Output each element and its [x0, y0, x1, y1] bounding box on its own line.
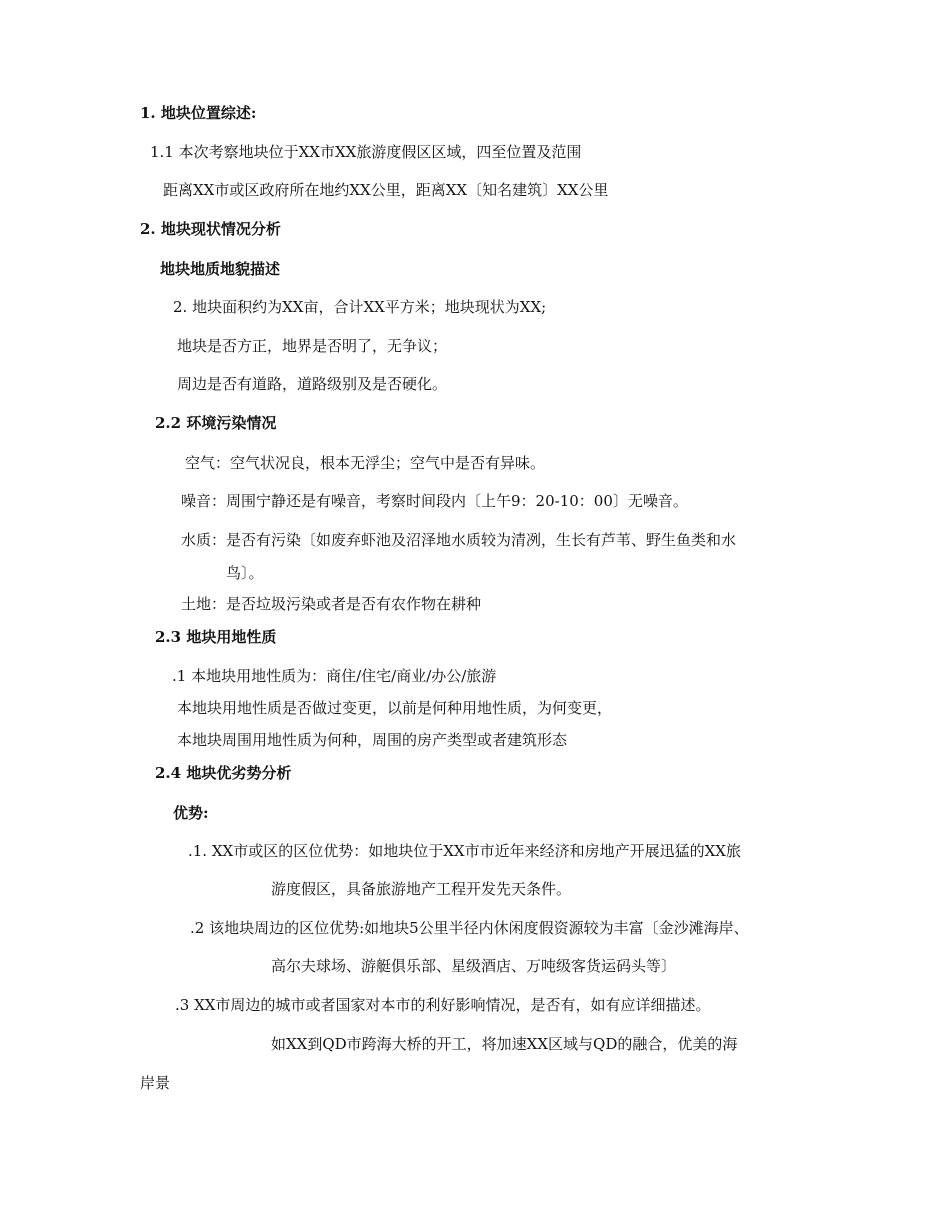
paragraph-line: 2. 地块面积约为XX亩，合计XX平方米；地块现状为XX; [173, 298, 547, 316]
section-heading-status: 2. 地块现状情况分析 [140, 220, 281, 238]
paragraph-line: 鸟〕。 [226, 564, 264, 582]
paragraph-line: .1 本地块用地性质为：商住/住宅/商业/办公/旅游 [172, 667, 497, 685]
paragraph-line: 地块是否方正，地界是否明了，无争议； [177, 337, 448, 355]
paragraph-line: 噪音：周围宁静还是有噪音，考察时间段内〔上午9：20-10：00〕无噪音。 [181, 492, 688, 510]
paragraph-line: .3 XX市周边的城市或者国家对本市的利好影响情况，是否有，如有应详细描述。 [175, 996, 711, 1014]
paragraph-line: 土地：是否垃圾污染或者是否有农作物在耕种 [181, 595, 482, 613]
paragraph-line: 岸景 [140, 1074, 171, 1092]
paragraph-line: 水质：是否有污染〔如废弃虾池及沼泽地水质较为清冽，生长有芦苇、野生鱼类和水 [181, 531, 737, 549]
subsection-heading-swot: 2.4 地块优劣势分析 [155, 764, 292, 782]
subsection-heading-land-use: 2.3 地块用地性质 [155, 628, 277, 646]
paragraph-line: .1. XX市或区的区位优势：如地块位于XX市市近年来经济和房地产开展迅猛的XX旅 [188, 842, 741, 860]
paragraph-line: 如XX到QD市跨海大桥的开工，将加速XX区域与QD的融合，优美的海 [271, 1035, 738, 1053]
paragraph-line: 空气：空气状况良，根本无浮尘；空气中是否有异味。 [185, 454, 546, 472]
paragraph-line: 本地块用地性质是否做过变更，以前是何种用地性质，为何变更， [177, 699, 613, 717]
paragraph-line: 1.1 本次考察地块位于XX市XX旅游度假区区域，四至位置及范围 [150, 143, 582, 161]
paragraph-line: 高尔夫球场、游艇俱乐部、星级酒店、万吨级客货运码头等〕 [271, 957, 677, 975]
subsection-heading-geology: 地块地质地貌描述 [160, 260, 281, 278]
paragraph-line: 周边是否有道路，道路级别及是否硬化。 [177, 375, 448, 393]
paragraph-line: .2 该地块周边的区位优势:如地块5公里半径内休闲度假资源较为丰富〔金沙滩海岸、 [190, 919, 749, 937]
paragraph-line: 本地块周围用地性质为何种，周围的房产类型或者建筑形态 [177, 731, 568, 749]
paragraph-line: 距离XX市或区政府所在地约XX公里，距离XX〔知名建筑〕XX公里 [163, 181, 609, 199]
paragraph-line: 游度假区，具备旅游地产工程开发先天条件。 [271, 880, 572, 898]
subsection-heading-advantages: 优势: [173, 804, 209, 822]
section-heading-location: 1. 地块位置综述: [140, 104, 257, 122]
subsection-heading-pollution: 2.2 环境污染情况 [155, 414, 277, 432]
